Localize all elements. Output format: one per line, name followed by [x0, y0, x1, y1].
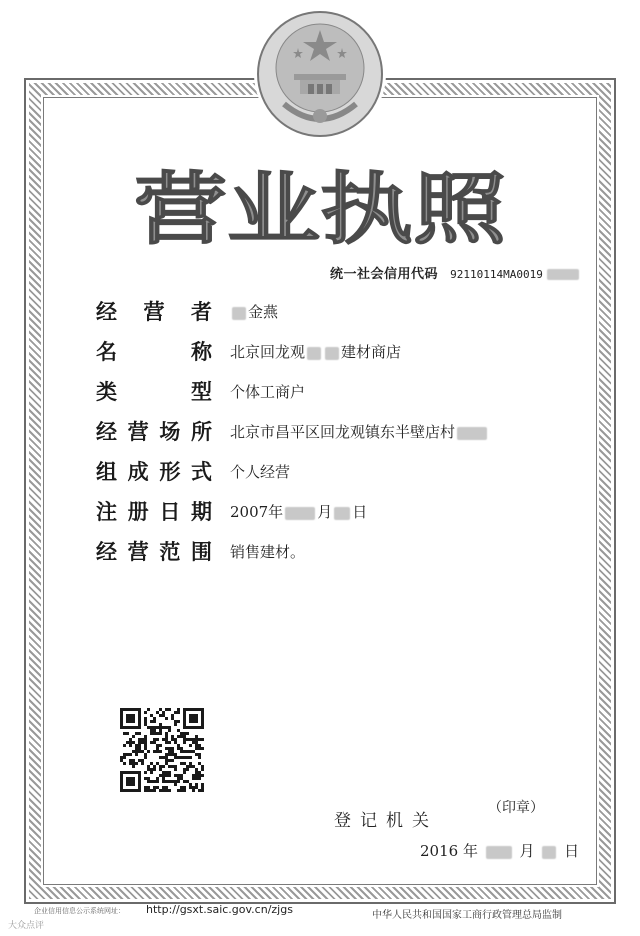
qr-code-icon [120, 708, 204, 792]
footer-url: http://gsxt.saic.gov.cn/zjgs [146, 903, 293, 916]
field-label [96, 456, 212, 486]
field-label-char: 日 [159, 500, 181, 524]
field-composition [96, 456, 576, 490]
field-label-char: 类 [96, 380, 117, 404]
redaction-mark [325, 347, 339, 360]
field-label [96, 496, 212, 526]
footer-system-label: 企业信用信息公示系统网址： [34, 907, 125, 915]
registration-year: 2007年 [230, 503, 284, 521]
field-label-char: 名 [96, 340, 117, 364]
field-value [230, 461, 290, 482]
field-label-char: 所 [190, 420, 212, 444]
redaction-mark [547, 269, 579, 280]
field-value [230, 381, 305, 402]
credit-code-label: 统一社会信用代码 [330, 267, 439, 282]
title-text: 营业执照 [134, 165, 508, 255]
field-value [230, 301, 278, 322]
business-type: 个体工商户 [230, 383, 306, 401]
field-operator [96, 296, 576, 330]
field-value [230, 421, 489, 442]
business-name-part1: 北京回龙观 [230, 343, 306, 361]
field-label-char: 经 [96, 300, 117, 324]
field-name [96, 336, 576, 370]
field-registration-date [96, 496, 576, 530]
field-label [96, 296, 212, 326]
field-label-char: 经 [96, 420, 117, 444]
field-label [96, 416, 212, 446]
field-label-char: 组 [96, 460, 117, 484]
business-address: 北京市昌平区回龙观镇东半壁店村 [230, 423, 456, 441]
redaction-mark [457, 427, 487, 440]
field-value [230, 341, 401, 362]
field-label-char: 注 [96, 500, 117, 524]
field-label-char: 形 [159, 460, 181, 484]
field-address [96, 416, 576, 450]
redaction-mark [232, 307, 246, 320]
field-scope [96, 536, 576, 570]
operator-name: 金燕 [248, 303, 279, 321]
redaction-mark [542, 846, 556, 859]
issue-date [420, 840, 579, 861]
field-label-char: 经 [96, 540, 117, 564]
field-label [96, 536, 212, 566]
field-label-char: 册 [127, 500, 149, 524]
registry-authority-label: 登记机关 [334, 811, 438, 831]
redaction-mark [486, 846, 512, 859]
field-label-char: 称 [191, 340, 212, 364]
seal-note: （印章） [488, 800, 544, 816]
field-label [96, 376, 212, 406]
field-label-char: 围 [190, 540, 212, 564]
field-label-char: 营 [127, 420, 149, 444]
field-value [230, 541, 305, 562]
national-emblem-icon [254, 8, 386, 140]
business-name-part2: 建材商店 [341, 343, 402, 361]
registration-month-unit: 月 [317, 503, 333, 521]
issue-year: 2016 [420, 842, 459, 860]
redaction-mark [334, 507, 350, 520]
field-label-char: 营 [143, 300, 165, 324]
field-label-char: 范 [159, 540, 181, 564]
business-scope: 销售建材。 [230, 543, 306, 561]
field-label-char: 型 [191, 380, 212, 404]
registration-day-unit: 日 [352, 503, 368, 521]
field-label-char: 场 [159, 420, 181, 444]
credit-code-value: 92110114MA0019 [450, 268, 543, 281]
field-label-char: 式 [190, 460, 212, 484]
credit-code-line [330, 263, 579, 282]
document-title [0, 160, 640, 256]
field-label-char: 者 [191, 300, 212, 324]
field-label-char: 成 [127, 460, 149, 484]
watermark: 大众点评 [8, 921, 45, 931]
composition-form: 个人经营 [230, 463, 291, 481]
field-value [230, 501, 367, 522]
field-label [96, 336, 212, 366]
issue-year-unit: 年 [462, 842, 478, 860]
footer-authority: 中华人民共和国国家工商行政管理总局监制 [372, 910, 562, 921]
issue-day-unit: 日 [564, 842, 580, 860]
issue-month-unit: 月 [519, 842, 535, 860]
redaction-mark [285, 507, 315, 520]
redaction-mark [307, 347, 321, 360]
field-type [96, 376, 576, 410]
field-label-char: 营 [127, 540, 149, 564]
field-label-char: 期 [190, 500, 212, 524]
